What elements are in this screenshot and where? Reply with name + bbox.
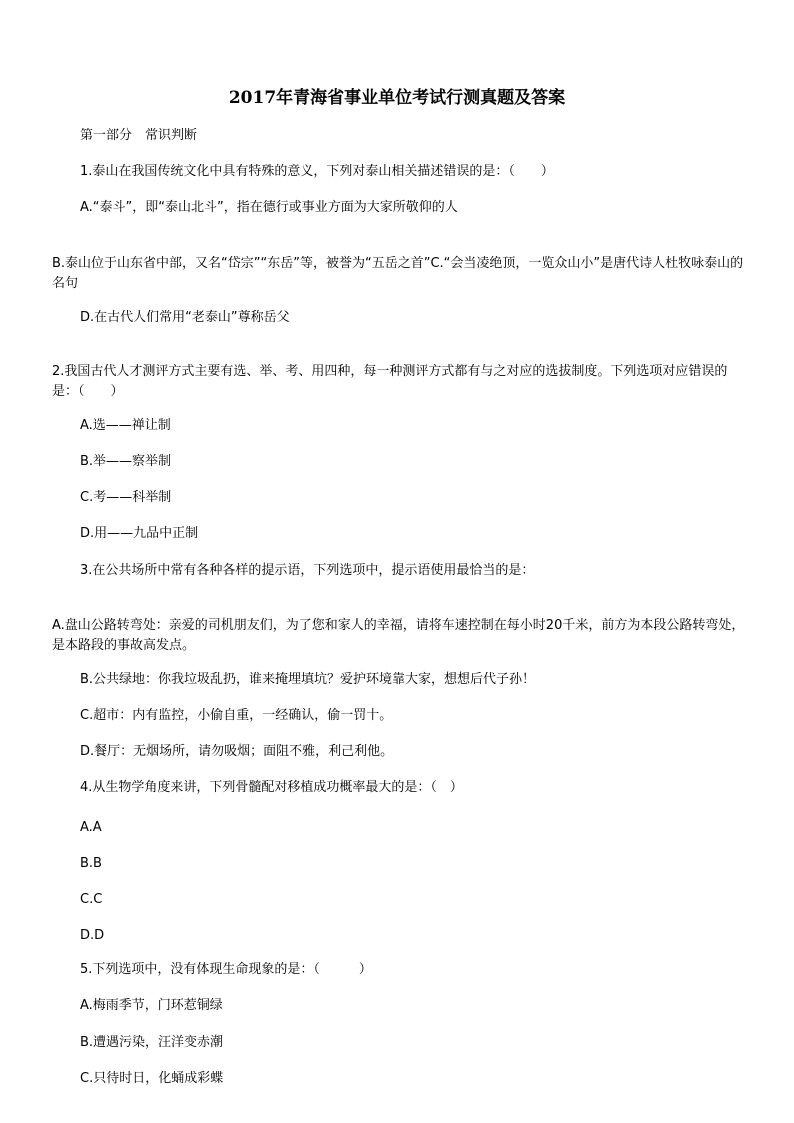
document-title: 2017年青海省事业单位考试行测真题及答案 — [228, 88, 566, 108]
q3-option-a: A.盘山公路转弯处：亲爱的司机朋友们，为了您和家人的幸福，请将车速控制在每小时20千米，前方为本段公路转弯处，是本路段的事故高发点。 — [52, 618, 745, 653]
q2-option-c: C.考——科举制 — [80, 490, 172, 505]
q1-option-bc: B.泰山位于山东省中部，又名“岱宗”“东岳”等，被誉为“五岳之首”C.“会当凌绝顶，一览众山小”是唐代诗人杜牧咏泰山的名句 — [52, 256, 744, 291]
q4-option-d: D.D — [80, 928, 105, 943]
q1-option-a: A.“泰斗”，即“泰山北斗”，指在德行或事业方面为大家所敬仰的人 — [80, 200, 458, 215]
q5-option-c: C.只待时日，化蛹成彩蝶 — [80, 1071, 224, 1086]
q3-option-c: C.超市：内有监控，小偷自重，一经确认，偷一罚十。 — [80, 708, 393, 723]
q4-option-b: B.B — [80, 856, 102, 871]
q2-option-b: B.举——察举制 — [80, 454, 172, 469]
q3-stem: 3.在公共场所中常有各种各样的提示语，下列选项中，提示语使用最恰当的是： — [80, 563, 535, 578]
q4-option-a: A.A — [80, 820, 102, 835]
q2-option-d: D.用——九品中正制 — [80, 526, 199, 541]
q1-option-d: D.在古代人们常用“老泰山”尊称岳父 — [80, 310, 290, 325]
q2-option-a: A.选——禅让制 — [80, 418, 171, 433]
section-heading: 第一部分 常识判断 — [80, 128, 198, 143]
q3-option-b: B.公共绿地：你我垃圾乱扔，谁来掩埋填坑？爱护环境靠大家，想想后代子孙！ — [80, 672, 536, 687]
q5-option-b: B.遭遇污染，汪洋变赤潮 — [80, 1035, 224, 1050]
q3-option-d: D.餐厅：无烟场所，请勿吸烟；面阻不雅，利己利他。 — [80, 744, 394, 759]
q1-stem: 1.泰山在我国传统文化中具有特殊的意义，下列对泰山相关描述错误的是：（ ） — [80, 164, 554, 179]
q2-stem: 2.我国古代人才测评方式主要有选、举、考、用四种，每一种测评方式都有与之对应的选拔制度。下列选项对应错误的是：（ ） — [52, 364, 728, 399]
q4-option-c: C.C — [80, 892, 103, 907]
q5-stem: 5.下列选项中，没有体现生命现象的是：（ ） — [80, 962, 372, 977]
q5-option-a: A.梅雨季节，门环惹铜绿 — [80, 998, 223, 1013]
q4-stem: 4.从生物学角度来讲，下列骨髓配对移植成功概率最大的是：（ ） — [80, 780, 463, 795]
